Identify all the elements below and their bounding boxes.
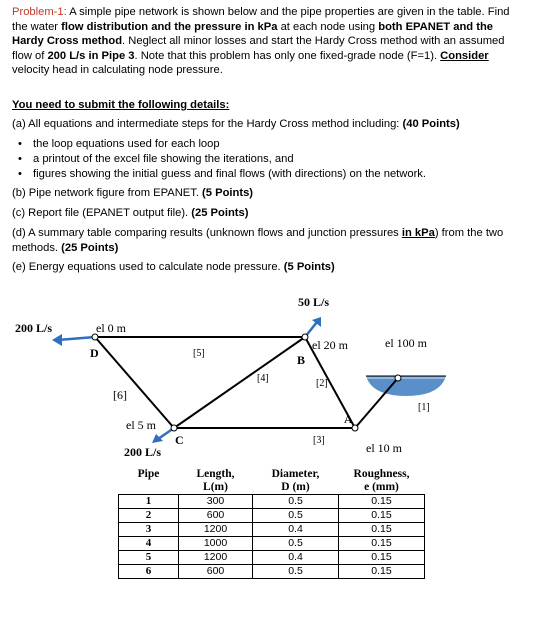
problem-label: Problem-1: [12, 6, 67, 18]
flow-label-d: 200 L/s [15, 321, 53, 335]
header-roughness-label: Roughness, [353, 468, 410, 480]
elevation-c: el 5 m [126, 418, 156, 432]
submit-heading: You need to submit the following details: [12, 99, 230, 111]
bullet-item: • the loop equations used for each loop [33, 137, 220, 152]
cell-diameter: 0.4 [253, 551, 339, 565]
elevation-reservoir: el 100 m [385, 336, 427, 350]
header-pipe-blank [123, 481, 175, 494]
cell-length: 600 [179, 565, 253, 579]
item-e-points: (5 Points) [283, 261, 335, 273]
item-c [12, 206, 526, 221]
table-row [119, 523, 425, 537]
pipe-label-4: [4] [257, 373, 269, 384]
pipe-label-1: [1] [418, 402, 430, 413]
elevation-a: el 10 m [366, 441, 402, 455]
problem-statement [12, 5, 526, 78]
problem-initial-flow: 200 L/s in Pipe 3 [47, 49, 135, 62]
cell-length: 1200 [179, 551, 253, 565]
reservoir-water [366, 376, 446, 396]
item-e-text: (e) Energy equations used to calculate node pressure. [12, 261, 284, 273]
arrowhead-icon [52, 334, 62, 346]
header-diameter-label: Diameter, [271, 468, 320, 480]
item-b [12, 186, 526, 201]
cell-pipe: 1 [119, 495, 179, 509]
bullet-item: • figures showing the initial guess and final flows (with directions) on the network. [33, 167, 426, 182]
pipe-properties-table [118, 468, 425, 579]
cell-diameter: 0.5 [253, 565, 339, 579]
cell-pipe: 2 [119, 509, 179, 523]
item-b-text: (b) Pipe network figure from EPANET. [12, 187, 203, 199]
cell-pipe: 5 [119, 551, 179, 565]
cell-roughness: 0.15 [339, 523, 425, 537]
item-a [12, 117, 526, 132]
header-roughness [339, 468, 425, 495]
item-d-text-2: ) from the two methods. [12, 227, 504, 254]
item-c-text: (c) Report file (EPANET output file). [12, 207, 192, 219]
cell-length: 600 [179, 509, 253, 523]
item-d [12, 226, 526, 255]
pipe-label-3: [3] [313, 435, 325, 446]
item-d-kpa: in kPa [401, 227, 435, 239]
item-d-text-1: (d) A summary table comparing results (unknown flows and junction pressures [12, 227, 402, 239]
problem-text-5: velocity head in calculating node pressure. [12, 64, 223, 76]
cell-roughness: 0.15 [339, 551, 425, 565]
flow-label-c: 200 L/s [124, 445, 162, 459]
header-diameter [253, 468, 339, 495]
problem-text-3: . Neglect all minor losses and start the Hardy Cross method with an assumed flow of [12, 35, 505, 62]
table-row [119, 537, 425, 551]
table-header-row [119, 468, 425, 495]
item-e [12, 260, 526, 275]
problem-text-1: A simple pipe network is shown below and the pipe properties are given in the table. Find the water [12, 6, 510, 33]
problem-flow-distribution: flow distribution and the pressure in kPa [61, 20, 278, 33]
elevation-b: el 20 m [312, 338, 348, 352]
node-b-marker [302, 334, 308, 340]
node-label-d: D [90, 346, 99, 360]
item-a-points: (40 Points) [402, 118, 460, 130]
flow-label-b: 50 L/s [298, 295, 330, 309]
item-c-points: (25 Points) [191, 207, 249, 219]
cell-diameter: 0.5 [253, 509, 339, 523]
table-row [119, 551, 425, 565]
demand-arrow-d [58, 337, 95, 340]
table-row [119, 495, 425, 509]
node-c-marker [171, 425, 177, 431]
table-row [119, 509, 425, 523]
header-length-label: Length, [196, 468, 235, 480]
header-roughness-unit: e (mm) [364, 481, 399, 493]
node-label-b: B [297, 353, 306, 367]
pipe-6 [95, 337, 174, 428]
pipe-network-diagram [0, 290, 534, 490]
cell-diameter: 0.5 [253, 495, 339, 509]
item-d-points: (25 Points) [61, 241, 119, 254]
table-row [119, 565, 425, 579]
cell-pipe: 4 [119, 537, 179, 551]
header-pipe [119, 468, 179, 495]
cell-roughness: 0.15 [339, 495, 425, 509]
cell-roughness: 0.15 [339, 509, 425, 523]
pipe-label-5: [5] [193, 348, 205, 359]
item-b-points: (5 Points) [202, 187, 254, 199]
cell-pipe: 6 [119, 565, 179, 579]
problem-text-4: . Note that this problem has only one fixed-grade node (F=1). [134, 49, 441, 62]
header-diameter-unit: D (m) [281, 481, 310, 493]
cell-diameter: 0.5 [253, 537, 339, 551]
problem-consider: Consider [440, 49, 489, 62]
node-label-a: A [344, 412, 353, 426]
header-length-unit: L(m) [203, 481, 228, 493]
problem-methods: both EPANET and the Hardy Cross method [12, 20, 494, 47]
cell-length: 1200 [179, 523, 253, 537]
problem-text-2: at each node using [277, 20, 379, 33]
cell-pipe: 3 [119, 523, 179, 537]
cell-length: 300 [179, 495, 253, 509]
bullet-item: • a printout of the excel file showing the iterations, and [33, 152, 294, 167]
pipe-label-6: [6] [113, 388, 127, 402]
cell-length: 1000 [179, 537, 253, 551]
header-pipe-label: Pipe [137, 468, 160, 480]
elevation-d: el 0 m [96, 321, 126, 335]
cell-roughness: 0.15 [339, 537, 425, 551]
node-label-c: C [175, 433, 184, 447]
header-length [179, 468, 253, 495]
node-f-marker [395, 375, 401, 381]
cell-roughness: 0.15 [339, 565, 425, 579]
pipe-label-2: [2] [316, 378, 328, 389]
cell-diameter: 0.4 [253, 523, 339, 537]
item-a-text: (a) All equations and intermediate steps for the Hardy Cross method including: [12, 118, 403, 130]
